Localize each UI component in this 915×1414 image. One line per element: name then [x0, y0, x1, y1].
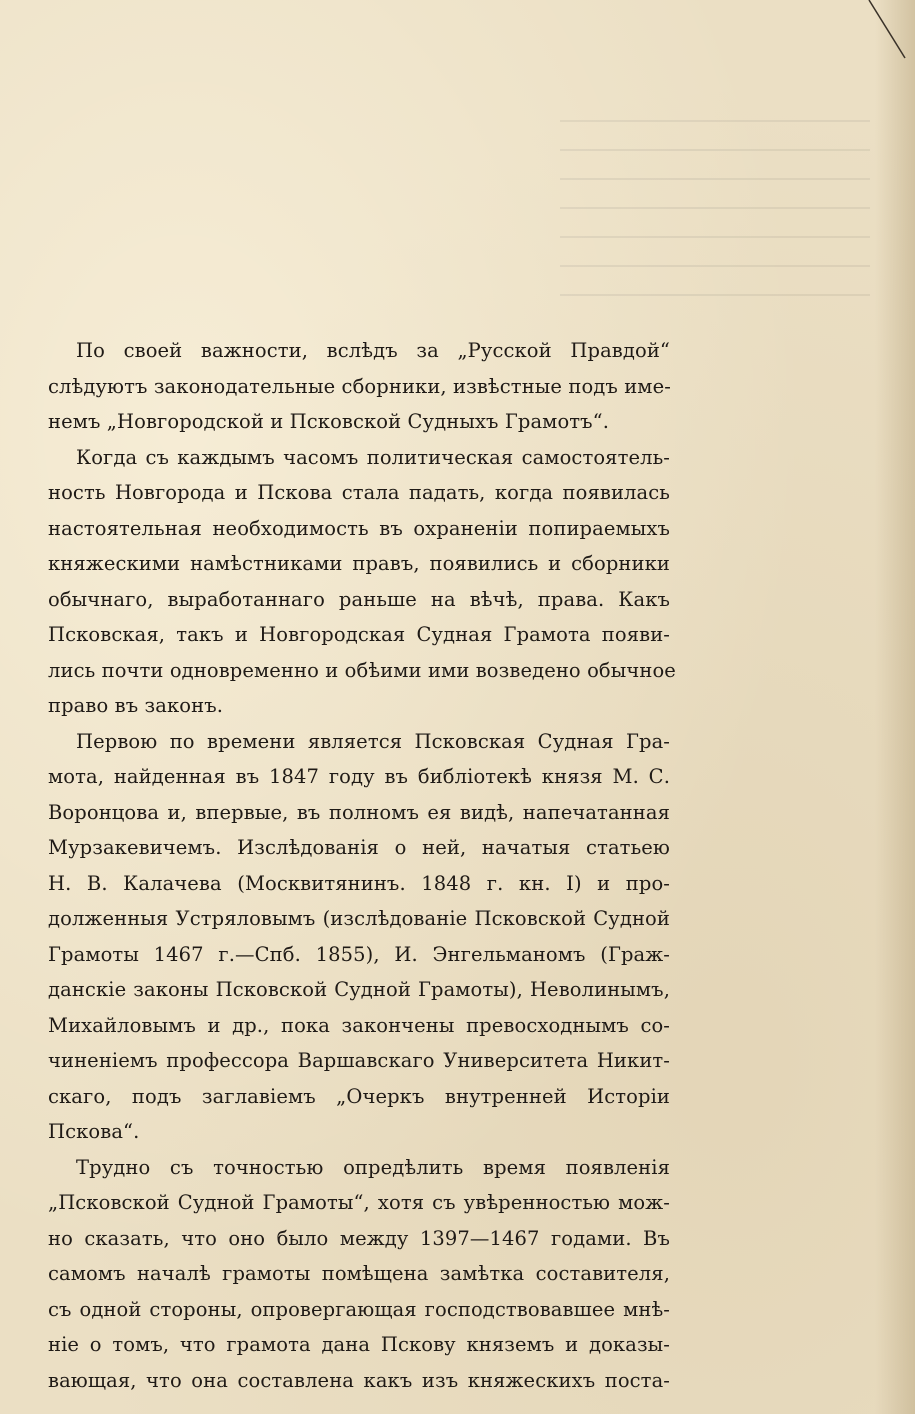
page-edge-shadow: [875, 0, 915, 1414]
text-line: Трудно съ точностью опредѣлить время появленія: [76, 1155, 670, 1179]
text-line: вающая, что она составлена какъ изъ княжескихъ поста-: [48, 1368, 670, 1392]
text-line: Михайловымъ и др., пока закончены превосходнымъ со-: [48, 1013, 670, 1037]
text-line: По своей важности, вслѣдъ за „Русской Правдой“: [76, 339, 670, 362]
text-line: мота, найденная въ 1847 году въ библіотекѣ князя М. С.: [48, 765, 670, 788]
text-line: слѣдуютъ законодательные сборники, извѣстные подъ име-: [48, 374, 671, 398]
text-line: настоятельная необходимость въ охраненіи попираемыхъ: [48, 516, 670, 540]
text-line: ніе о томъ, что грамота дана Пскову княземъ и доказы-: [48, 1333, 670, 1356]
show-through-text: [560, 120, 870, 335]
text-line: лись почти одновременно и обѣими ими возведено обычное: [48, 658, 676, 682]
text-line: право въ законъ.: [48, 694, 223, 717]
text-line: Воронцова и, впервые, въ полномъ ея видѣ, напечатанная: [48, 800, 670, 824]
text-line: ность Новгорода и Пскова стала падать, когда появилась: [48, 481, 670, 504]
text-line: Мурзакевичемъ. Изслѣдованія о ней, начатыя статьею: [48, 836, 670, 859]
text-line: Псковская, такъ и Новгородская Судная Грамота появи-: [48, 623, 670, 646]
text-line: но сказать, что оно было между 1397—1467 годами. Въ: [48, 1226, 670, 1250]
text-line: „Псковской Судной Грамоты“, хотя съ увѣренностью мож-: [48, 1191, 670, 1214]
text-line: Первою по времени является Псковская Судная Гра-: [76, 729, 670, 753]
text-line: обычнаго, выработаннаго раньше на вѣчѣ, права. Какъ: [48, 587, 670, 611]
text-line: Грамоты 1467 г.—Спб. 1855), И. Энгельманомъ (Граж-: [48, 942, 670, 966]
body-text: [48, 333, 676, 1398]
text-line: Когда съ каждымъ часомъ политическая самостоятель-: [76, 445, 670, 469]
text-line: данскіе законы Псковской Судной Грамоты), Неволинымъ,: [48, 978, 670, 1001]
corner-fold-mark: [867, 0, 907, 60]
text-line: скаго, подъ заглавіемъ „Очеркъ внутренней Исторіи: [48, 1084, 670, 1108]
text-line: долженныя Устряловымъ (изслѣдованіе Псковской Судной: [48, 907, 670, 930]
text-line: самомъ началѣ грамоты помѣщена замѣтка составителя,: [48, 1262, 670, 1285]
text-line: княжескими намѣстниками правъ, появились и сборники: [48, 552, 670, 575]
text-line: Пскова“.: [48, 1120, 140, 1143]
text-line: немъ „Новгородской и Псковской Судныхъ Грамотъ“.: [48, 410, 610, 433]
text-line: съ одной стороны, опровергающая господствовавшее мнѣ-: [48, 1297, 670, 1321]
text-line: Н. В. Калачева (Москвитянинъ. 1848 г. кн. I) и про-: [48, 871, 670, 895]
text-line: чиненіемъ профессора Варшавскаго Университета Никит-: [48, 1049, 670, 1072]
